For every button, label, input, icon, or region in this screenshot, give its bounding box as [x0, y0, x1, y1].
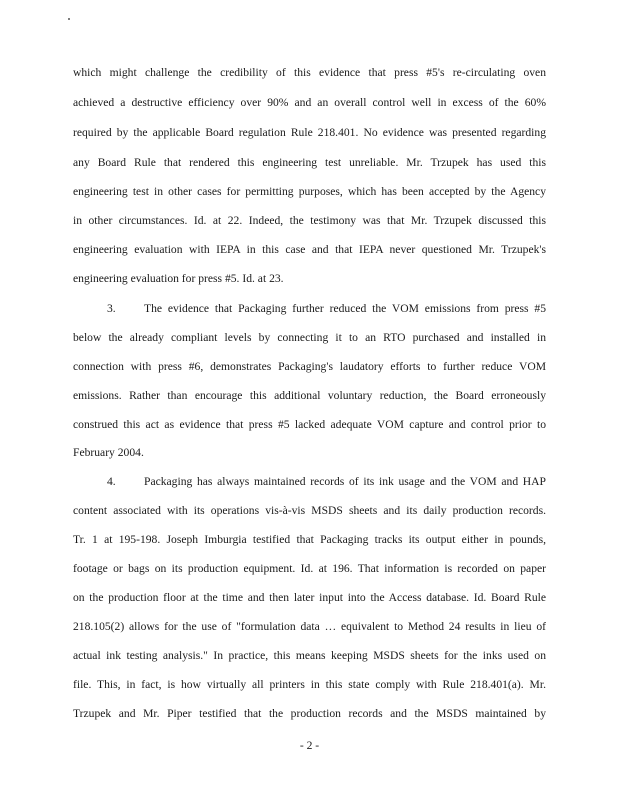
paragraph-3-first-line: [73, 302, 546, 316]
body-line: in other circumstances. Id. at 22. Indeed, the testimony was that Mr. Trzupek discussed this: [73, 214, 546, 227]
body-line: file. This, in fact, is how virtually all printers in this state comply with Rule 218.401(a). Mr.: [73, 678, 546, 691]
paragraph-text: Packaging has always maintained records of its ink usage and the VOM and HAP: [144, 475, 546, 488]
body-line: Tr. 1 at 195-198. Joseph Imburgia testified that Packaging tracks its output either in pounds,: [73, 533, 546, 546]
paragraph-number: 4.: [107, 475, 116, 488]
body-line: which might challenge the credibility of this evidence that press #5's re-circulating oven: [73, 66, 546, 79]
body-line: required by the applicable Board regulation Rule 218.401. No evidence was presented regarding: [73, 126, 546, 139]
body-line: actual ink testing analysis." In practice, this means keeping MSDS sheets for the inks used on: [73, 649, 546, 662]
page-number: - 2 -: [299, 739, 320, 752]
body-line: connection with press #6, demonstrates Packaging's laudatory efforts to further reduce VOM: [73, 360, 546, 373]
body-line: any Board Rule that rendered this engineering test unreliable. Mr. Trzupek has used this: [73, 156, 546, 169]
body-line: engineering evaluation for press #5. Id. at 23.: [73, 272, 284, 285]
body-line: construed this act as evidence that press #5 lacked adequate VOM capture and control prior to: [73, 418, 546, 431]
paragraph-4-first-line: [73, 475, 546, 489]
body-line: Trzupek and Mr. Piper testified that the production records and the MSDS maintained by: [73, 707, 546, 720]
paragraph-number: 3.: [107, 302, 116, 315]
body-line: emissions. Rather than encourage this additional voluntary reduction, the Board erroneously: [73, 389, 546, 402]
body-line: engineering evaluation with IEPA in this case and that IEPA never questioned Mr. Trzupek's: [73, 243, 546, 256]
body-line: engineering test in other cases for permitting purposes, which has been accepted by the Agency: [73, 185, 546, 198]
body-line: content associated with its operations vis-à-vis MSDS sheets and its daily production records.: [73, 504, 546, 517]
scan-speck: [68, 18, 70, 20]
body-line: achieved a destructive efficiency over 90% and an overall control well in excess of the 60%: [73, 96, 546, 109]
body-line: 218.105(2) allows for the use of "formulation data … equivalent to Method 24 results in lieu of: [73, 620, 546, 633]
body-line: on the production floor at the time and then later input into the Access database. Id. Board Rule: [73, 591, 546, 604]
body-line: footage or bags on its production equipment. Id. at 196. That information is recorded on paper: [73, 562, 546, 575]
paragraph-text: The evidence that Packaging further reduced the VOM emissions from press #5: [144, 302, 546, 315]
body-line: February 2004.: [73, 446, 144, 459]
body-line: below the already compliant levels by connecting it to an RTO purchased and installed in: [73, 331, 546, 344]
